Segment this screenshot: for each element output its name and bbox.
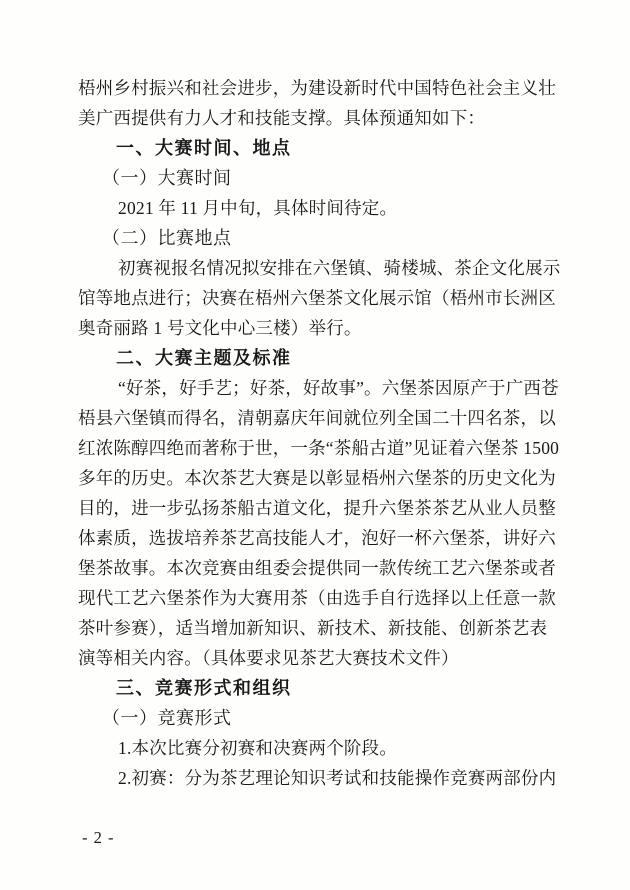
subsection-heading: （一）竞赛形式 xyxy=(102,708,232,728)
text-line: 演等相关内容。（具体要求见茶艺大赛技术文件） xyxy=(78,648,459,668)
text-line: 奥奇丽路 1 号文化中心三楼）举行。 xyxy=(78,318,362,338)
text-line: 体素质，选拔培养茶艺高技能人才，泡好一杯六堡茶，讲好六 xyxy=(78,528,556,548)
text-line: 目的，进一步弘扬茶船古道文化，提升六堡茶茶艺从业人员整 xyxy=(78,498,556,518)
text-line: 初赛视报名情况拟安排在六堡镇、骑楼城、茶企文化展示 xyxy=(118,258,561,278)
text-line: 现代工艺六堡茶作为大赛用茶（由选手自行选择以上任意一款 xyxy=(78,588,556,608)
text-line: 茶叶参赛），适当增加新知识、新技术、新技能、创新茶艺表 xyxy=(78,618,548,638)
text-line: 美广西提供有力人才和技能支撑。具体预通知如下： xyxy=(78,108,486,128)
text-line: 堡茶故事。本次竞赛由组委会提供同一款传统工艺六堡茶或者 xyxy=(78,558,556,578)
section-heading-2: 二、大赛主题及标准 xyxy=(116,348,292,368)
text-line: “好茶，好手艺；好茶，好故事”。六堡茶因原产于广西苍 xyxy=(118,378,559,398)
text-line: 梧县六堡镇而得名，清朝嘉庆年间就位列全国二十四名茶，以 xyxy=(78,408,556,428)
text-line: 梧州乡村振兴和社会进步，为建设新时代中国特色社会主义壮 xyxy=(78,78,556,98)
text-line: 2.初赛：分为茶艺理论知识考试和技能操作竞赛两部份内 xyxy=(118,768,557,788)
text-line: 红浓陈醇四绝而著称于世，一条“茶船古道”见证着六堡茶 1500 xyxy=(78,438,560,458)
text-line: 2021 年 11 月中旬，具体时间待定。 xyxy=(118,198,398,218)
page-number: - 2 - xyxy=(82,828,115,847)
text-line: 多年的历史。本次茶艺大赛是以彰显梧州六堡茶的历史文化为 xyxy=(78,468,556,488)
section-heading-3: 三、竞赛形式和组织 xyxy=(116,678,292,698)
section-heading-1: 一、大赛时间、地点 xyxy=(116,138,292,158)
text-line: 1.本次比赛分初赛和决赛两个阶段。 xyxy=(118,738,398,758)
subsection-heading: （二）比赛地点 xyxy=(102,228,232,248)
document-body xyxy=(78,73,560,793)
subsection-heading: （一）大赛时间 xyxy=(102,168,232,188)
text-line: 馆等地点进行；决赛在梧州六堡茶文化展示馆（梧州市长洲区 xyxy=(78,288,556,308)
